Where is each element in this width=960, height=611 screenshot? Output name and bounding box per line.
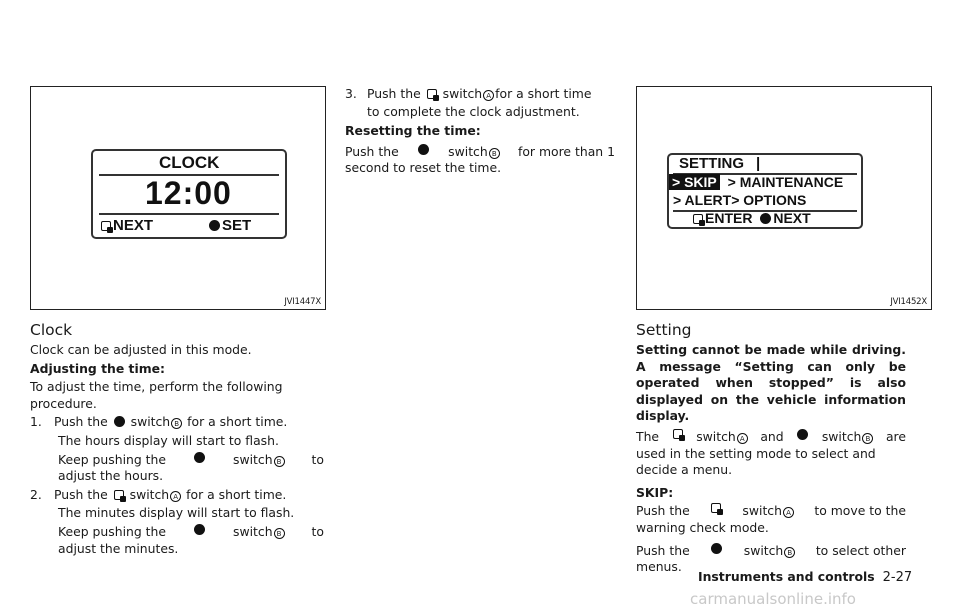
round-switch-icon bbox=[797, 429, 808, 440]
footer-section: Instruments and controls bbox=[698, 569, 875, 584]
step-2: 2. Push the switch A for a short time. bbox=[30, 486, 287, 502]
a-circle-icon: A bbox=[737, 433, 748, 444]
watermark: carmanualsonline.info bbox=[690, 590, 856, 608]
round-switch-icon bbox=[711, 543, 722, 554]
step-3-cont: to complete the clock adjustment. bbox=[367, 103, 580, 119]
round-switch-icon bbox=[209, 220, 220, 231]
square-switch-icon bbox=[427, 89, 437, 99]
step-2-note: The minutes display will start to flash. bbox=[58, 505, 295, 521]
adjust-intro: To adjust the time, perform the following procedure. bbox=[30, 379, 283, 411]
clock-figure bbox=[30, 86, 326, 310]
b-circle-icon: B bbox=[171, 418, 182, 429]
b-circle-icon: B bbox=[784, 547, 795, 558]
skip-heading: SKIP: bbox=[636, 484, 674, 500]
page-number: 2-27 bbox=[882, 570, 913, 585]
setting-usage: The switch A and switch B are used in the setting mode to select and decide a menu. bbox=[636, 428, 906, 478]
square-switch-icon bbox=[673, 429, 683, 439]
round-switch-icon bbox=[418, 144, 429, 155]
round-switch-icon bbox=[194, 452, 205, 463]
square-switch-icon bbox=[711, 503, 721, 513]
figure-code: JVI1452X bbox=[890, 297, 927, 307]
step-1-keep: Keep pushing the switch B to adjust the hours. bbox=[58, 451, 324, 484]
lcd-setting-title: SETTING | bbox=[679, 155, 761, 172]
lcd-next-label: NEXT bbox=[99, 217, 153, 234]
reset-heading: Resetting the time: bbox=[345, 123, 481, 139]
b-circle-icon: B bbox=[274, 456, 285, 467]
skip-step-2: Push the switch B to select other menus. bbox=[636, 542, 906, 575]
section-heading-clock: Clock bbox=[30, 321, 73, 339]
a-circle-icon: A bbox=[483, 90, 494, 101]
square-switch-icon bbox=[101, 221, 111, 231]
setting-warning: Setting cannot be made while driving. A message “Setting can only be operated when stopped” is also displayed on the vehicle information display. bbox=[636, 342, 906, 424]
adjust-heading: Adjusting the time: bbox=[30, 360, 165, 376]
step-2-keep: Keep pushing the switch B to adjust the minutes. bbox=[58, 523, 324, 556]
setting-lcd bbox=[667, 153, 863, 229]
a-circle-icon: A bbox=[783, 507, 794, 518]
square-switch-icon bbox=[114, 490, 124, 500]
lcd-set-label: SET bbox=[207, 217, 251, 234]
page-footer bbox=[698, 569, 912, 585]
square-switch-icon bbox=[693, 214, 703, 224]
figure-code: JVI1447X bbox=[284, 297, 321, 307]
lcd-time: 12:00 bbox=[145, 175, 232, 211]
round-switch-icon bbox=[114, 416, 125, 427]
skip-step-1: Push the switch A to move to the warning check mode. bbox=[636, 503, 906, 535]
a-circle-icon: A bbox=[170, 491, 181, 502]
lcd-row-enter: ENTER NEXT bbox=[691, 210, 811, 226]
lcd-row-alert: > ALERT> OPTIONS bbox=[673, 192, 807, 208]
skip-highlight: > SKIP bbox=[669, 174, 720, 190]
lcd-row-skip: > SKIP > MAINTENANCE bbox=[669, 174, 843, 190]
step-1-note: The hours display will start to flash. bbox=[58, 432, 279, 448]
b-circle-icon: B bbox=[489, 148, 500, 159]
b-circle-icon: B bbox=[862, 433, 873, 444]
clock-lcd bbox=[91, 149, 287, 239]
step-3: 3. Push the switch A for a short time bbox=[345, 86, 592, 101]
round-switch-icon bbox=[760, 213, 771, 224]
clock-intro: Clock can be adjusted in this mode. bbox=[30, 342, 252, 357]
section-heading-setting: Setting bbox=[636, 321, 692, 339]
reset-text: Push the switch B for more than 1 second to reset the time. bbox=[345, 143, 615, 176]
step-1: 1. Push the switch B for a short time. bbox=[30, 414, 288, 430]
round-switch-icon bbox=[194, 524, 205, 535]
setting-figure bbox=[636, 86, 932, 310]
lcd-title: CLOCK bbox=[159, 153, 220, 172]
b-circle-icon: B bbox=[274, 528, 285, 539]
